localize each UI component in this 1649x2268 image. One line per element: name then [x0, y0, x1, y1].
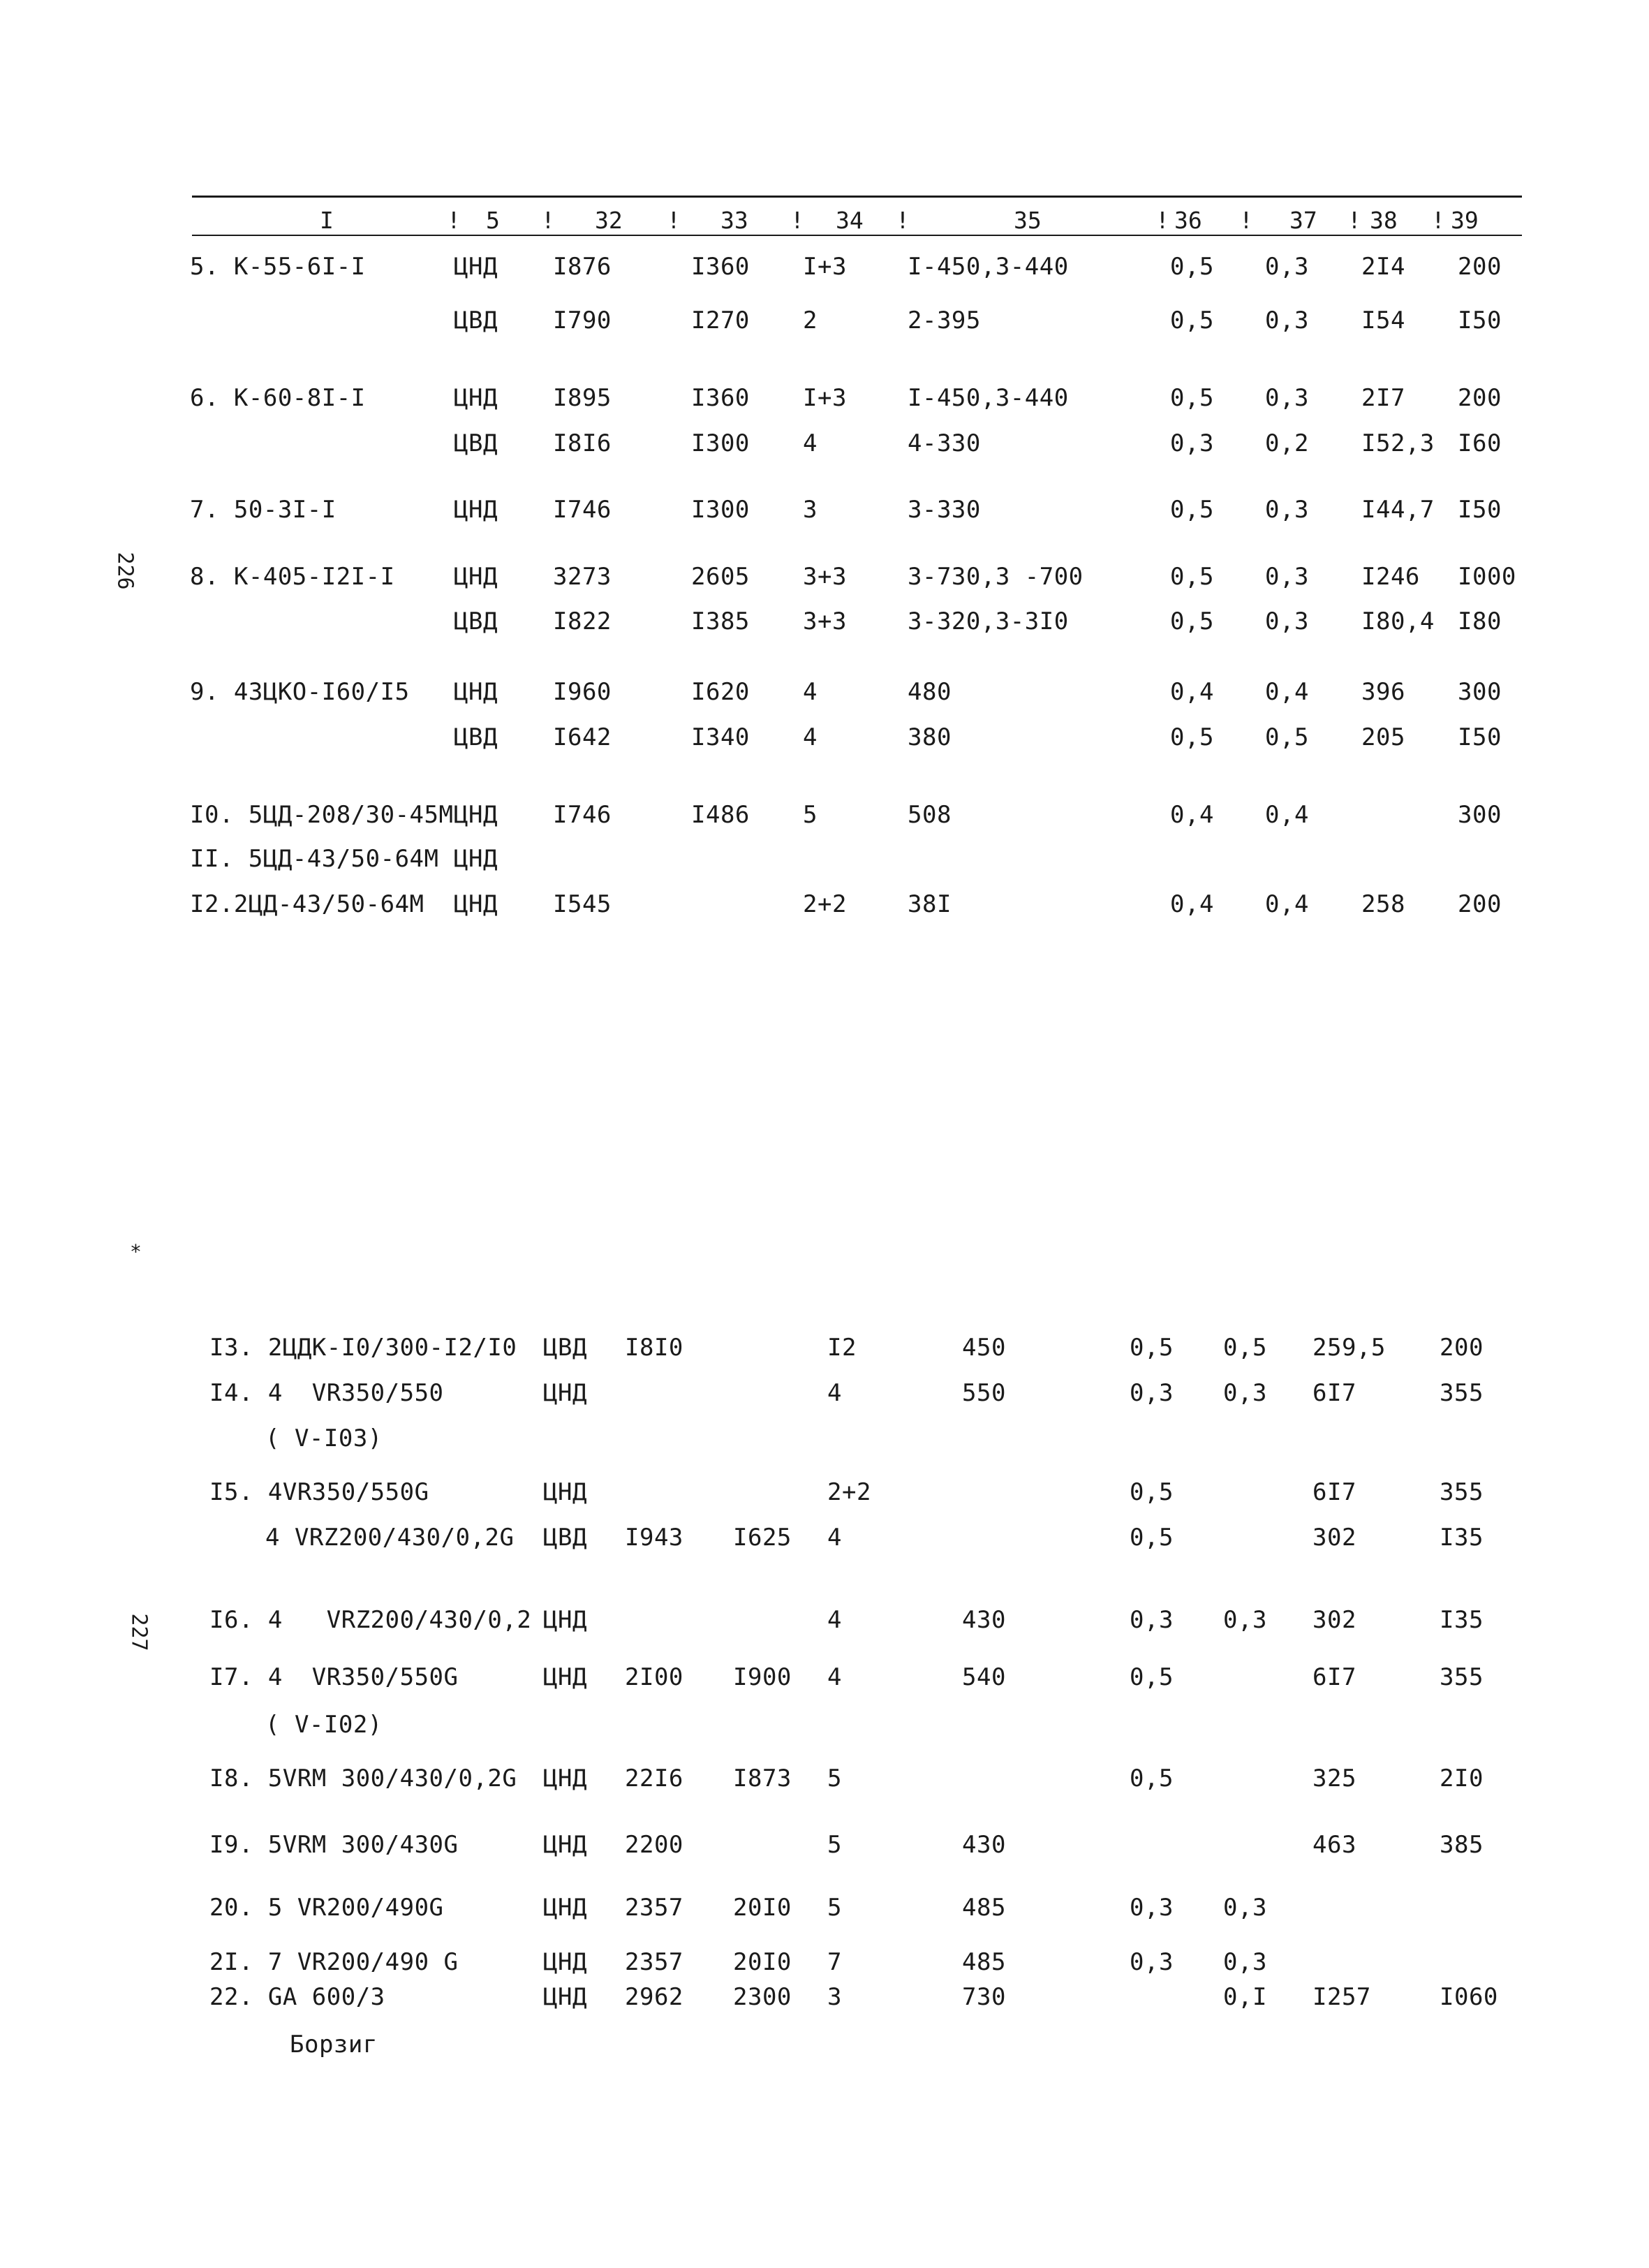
- header-col-36: 36: [1174, 207, 1202, 234]
- cell-c32: 2357: [625, 1894, 683, 1922]
- cell-c35: I-450,3-440: [908, 384, 1069, 412]
- cell-c33: I620: [691, 678, 750, 706]
- header-sep: !: [541, 207, 555, 234]
- cell-c32: 22I6: [625, 1765, 683, 1792]
- cell-c38: I54: [1361, 307, 1405, 334]
- cell-c34: 5: [827, 1831, 842, 1859]
- cell-c35: 380: [908, 723, 952, 751]
- cell-c33: I360: [691, 384, 750, 412]
- cell-c39: 355: [1440, 1379, 1484, 1407]
- cell-c35: I-450,3-440: [908, 253, 1069, 281]
- cell-c39: 200: [1458, 384, 1502, 412]
- cell-c38: 258: [1361, 890, 1405, 918]
- cell-c35: 480: [908, 678, 952, 706]
- cell-c37: 0,3: [1223, 1948, 1267, 1976]
- cell-c36: 0,5: [1130, 1334, 1174, 1362]
- cell-c33: 2300: [733, 1983, 792, 2011]
- cell-c36: 0,5: [1130, 1765, 1174, 1792]
- cell-c37: 0,5: [1265, 723, 1309, 751]
- cell-c1: 22. GA 600/3: [209, 1983, 385, 2011]
- cell-c36: 0,5: [1130, 1663, 1174, 1691]
- cell-c34: 3+3: [803, 563, 847, 591]
- cell-c33: 2605: [691, 563, 750, 591]
- cell-c38: 396: [1361, 678, 1405, 706]
- header-col-1: I: [320, 207, 334, 234]
- cell-c36: 0,4: [1170, 801, 1214, 829]
- cell-c33: I270: [691, 307, 750, 334]
- cell-c39: I35: [1440, 1606, 1484, 1634]
- cell-c34: 3+3: [803, 608, 847, 635]
- cell-c39: I35: [1440, 1524, 1484, 1552]
- cell-c39: I000: [1458, 563, 1516, 591]
- cell-c5: ЦНД: [454, 801, 498, 829]
- cell-c39: 300: [1458, 678, 1502, 706]
- header-top-rule: [192, 196, 1522, 198]
- header-col-32: 32: [595, 207, 623, 234]
- cell-c34: 2+2: [803, 890, 847, 918]
- header-sep: !: [667, 207, 681, 234]
- cell-c35: 508: [908, 801, 952, 829]
- cell-c34: 4: [803, 678, 818, 706]
- cell-c32: 3273: [553, 563, 612, 591]
- cell-c32: I943: [625, 1524, 683, 1552]
- cell-c34: 4: [827, 1379, 842, 1407]
- header-bottom-rule: [192, 235, 1522, 236]
- header-col-5: 5: [486, 207, 500, 234]
- cell-c39: 355: [1440, 1478, 1484, 1506]
- cell-c36: 0,5: [1170, 253, 1214, 281]
- cell-c1: I6. 4 VRZ200/430/0,2: [209, 1606, 532, 1634]
- cell-c1: 4 VRZ200/430/0,2G: [265, 1524, 515, 1552]
- cell-c38: I52,3: [1361, 429, 1435, 457]
- cell-c5: ЦВД: [543, 1334, 587, 1362]
- cell-c37: 0,3: [1223, 1894, 1267, 1922]
- cell-c5: ЦНД: [454, 384, 498, 412]
- header-sep: !: [896, 207, 910, 234]
- header-sep: !: [1431, 207, 1445, 234]
- cell-c36: 0,5: [1130, 1478, 1174, 1506]
- cell-c36: 0,5: [1170, 608, 1214, 635]
- cell-c32: I790: [553, 307, 612, 334]
- cell-c38: 205: [1361, 723, 1405, 751]
- cell-c1: I7. 4 VR350/550G: [209, 1663, 459, 1691]
- cell-c39: 2I0: [1440, 1765, 1484, 1792]
- cell-c35: 3-730,3 -700: [908, 563, 1084, 591]
- cell-c35: 3-330: [908, 496, 981, 524]
- header-sep: !: [447, 207, 461, 234]
- cell-c33: I486: [691, 801, 750, 829]
- cell-c32: I895: [553, 384, 612, 412]
- cell-c1: 2I. 7 VR200/490 G: [209, 1948, 459, 1976]
- cell-c39: 200: [1440, 1334, 1484, 1362]
- cell-c1: I8. 5VRM 300/430/0,2G: [209, 1765, 517, 1792]
- cell-c38: I246: [1361, 563, 1420, 591]
- cell-c5: ЦНД: [454, 253, 498, 281]
- cell-c5: ЦВД: [454, 723, 498, 751]
- cell-c36: 0,5: [1170, 496, 1214, 524]
- cell-c38: 302: [1312, 1524, 1356, 1552]
- cell-c1: ( V-I02): [265, 1711, 383, 1739]
- cell-c36: 0,5: [1170, 723, 1214, 751]
- cell-c1: 9. 43ЦКО-I60/I5: [190, 678, 410, 706]
- cell-c5: ЦНД: [543, 1606, 587, 1634]
- cell-c34: 3: [803, 496, 818, 524]
- cell-c1: 6. К-60-8I-I: [190, 384, 366, 412]
- cell-c34: 3: [827, 1983, 842, 2011]
- cell-c32: I746: [553, 801, 612, 829]
- cell-c1: 8. К-405-I2I-I: [190, 563, 395, 591]
- cell-c1: I0. 5ЦД-208/30-45М: [190, 801, 454, 829]
- cell-c5: ЦНД: [543, 1983, 587, 2011]
- cell-c33: I900: [733, 1663, 792, 1691]
- cell-c1: I2.2ЦД-43/50-64М: [190, 890, 424, 918]
- cell-c39: I50: [1458, 496, 1502, 524]
- cell-c34: I2: [827, 1334, 857, 1362]
- cell-c37: 0,3: [1265, 496, 1309, 524]
- page-number-lower: 227: [126, 1613, 151, 1651]
- cell-c38: 6I7: [1312, 1663, 1356, 1691]
- cell-c35: 730: [962, 1983, 1006, 2011]
- cell-c37: 0,4: [1265, 801, 1309, 829]
- cell-c33: 20I0: [733, 1948, 792, 1976]
- cell-c1: 5. К-55-6I-I: [190, 253, 366, 281]
- cell-c34: 4: [827, 1524, 842, 1552]
- cell-c36: 0,3: [1170, 429, 1214, 457]
- cell-c36: 0,3: [1130, 1948, 1174, 1976]
- cell-c34: I+3: [803, 253, 847, 281]
- cell-c36: 0,3: [1130, 1379, 1174, 1407]
- cell-c34: 2+2: [827, 1478, 871, 1506]
- cell-c1: Борзиг: [290, 2031, 378, 2059]
- cell-c37: 0,2: [1265, 429, 1309, 457]
- cell-c1: I5. 4VR350/550G: [209, 1478, 429, 1506]
- cell-c37: 0,I: [1223, 1983, 1267, 2011]
- cell-c34: 7: [827, 1948, 842, 1976]
- cell-c39: 300: [1458, 801, 1502, 829]
- cell-c5: ЦВД: [543, 1524, 587, 1552]
- cell-c37: 0,3: [1265, 307, 1309, 334]
- cell-c39: I80: [1458, 608, 1502, 635]
- cell-c38: 325: [1312, 1765, 1356, 1792]
- cell-c34: 5: [827, 1765, 842, 1792]
- cell-c34: 4: [827, 1663, 842, 1691]
- cell-c36: 0,3: [1130, 1606, 1174, 1634]
- cell-c37: 0,4: [1265, 890, 1309, 918]
- header-sep: !: [1239, 207, 1253, 234]
- cell-c34: 4: [803, 429, 818, 457]
- cell-c34: 5: [803, 801, 818, 829]
- stray-mark: *: [130, 1240, 142, 1263]
- cell-c39: 200: [1458, 253, 1502, 281]
- header-sep: !: [1155, 207, 1169, 234]
- cell-c36: 0,4: [1170, 890, 1214, 918]
- header-col-34: 34: [836, 207, 864, 234]
- header-col-37: 37: [1289, 207, 1317, 234]
- cell-c34: 5: [827, 1894, 842, 1922]
- cell-c32: 2357: [625, 1948, 683, 1976]
- cell-c38: I80,4: [1361, 608, 1435, 635]
- cell-c37: 0,3: [1265, 253, 1309, 281]
- header-col-35: 35: [1014, 207, 1042, 234]
- cell-c36: 0,5: [1170, 563, 1214, 591]
- cell-c37: 0,3: [1223, 1606, 1267, 1634]
- cell-c38: 2I7: [1361, 384, 1405, 412]
- cell-c32: I8I6: [553, 429, 612, 457]
- cell-c35: 485: [962, 1948, 1006, 1976]
- cell-c33: I300: [691, 496, 750, 524]
- cell-c38: I44,7: [1361, 496, 1435, 524]
- cell-c36: 0,3: [1130, 1894, 1174, 1922]
- header-col-38: 38: [1370, 207, 1398, 234]
- cell-c1: I9. 5VRM 300/430G: [209, 1831, 459, 1859]
- cell-c1: 7. 50-3I-I: [190, 496, 337, 524]
- cell-c33: I300: [691, 429, 750, 457]
- cell-c34: 2: [803, 307, 818, 334]
- cell-c37: 0,3: [1265, 384, 1309, 412]
- cell-c36: 0,5: [1170, 384, 1214, 412]
- cell-c1: II. 5ЦД-43/50-64М: [190, 845, 439, 873]
- cell-c33: I385: [691, 608, 750, 635]
- cell-c38: 6I7: [1312, 1478, 1356, 1506]
- cell-c35: 430: [962, 1831, 1006, 1859]
- cell-c5: ЦНД: [543, 1379, 587, 1407]
- cell-c5: ЦВД: [454, 608, 498, 635]
- cell-c38: 6I7: [1312, 1379, 1356, 1407]
- cell-c33: I873: [733, 1765, 792, 1792]
- cell-c33: I340: [691, 723, 750, 751]
- header-sep: !: [790, 207, 804, 234]
- cell-c5: ЦВД: [454, 429, 498, 457]
- cell-c1: I3. 2ЦДК-I0/300-I2/I0: [209, 1334, 517, 1362]
- cell-c32: I960: [553, 678, 612, 706]
- cell-c5: ЦВД: [454, 307, 498, 334]
- cell-c36: 0,5: [1170, 307, 1214, 334]
- cell-c5: ЦНД: [454, 890, 498, 918]
- header-col-39: 39: [1451, 207, 1479, 234]
- cell-c35: 540: [962, 1663, 1006, 1691]
- cell-c35: 450: [962, 1334, 1006, 1362]
- cell-c35: 2-395: [908, 307, 981, 334]
- cell-c5: ЦНД: [543, 1765, 587, 1792]
- cell-c5: ЦНД: [454, 496, 498, 524]
- cell-c38: 302: [1312, 1606, 1356, 1634]
- cell-c36: 0,4: [1170, 678, 1214, 706]
- cell-c38: 259,5: [1312, 1334, 1386, 1362]
- cell-c37: 0,3: [1265, 608, 1309, 635]
- cell-c39: 200: [1458, 890, 1502, 918]
- cell-c5: ЦНД: [454, 563, 498, 591]
- cell-c5: ЦНД: [543, 1831, 587, 1859]
- cell-c39: I060: [1440, 1983, 1498, 2011]
- header-sep: !: [1347, 207, 1361, 234]
- cell-c1: ( V-I03): [265, 1424, 383, 1452]
- cell-c35: 4-330: [908, 429, 981, 457]
- cell-c36: 0,5: [1130, 1524, 1174, 1552]
- cell-c1: 20. 5 VR200/490G: [209, 1894, 444, 1922]
- cell-c5: ЦНД: [543, 1478, 587, 1506]
- cell-c32: 2962: [625, 1983, 683, 2011]
- cell-c37: 0,5: [1223, 1334, 1267, 1362]
- cell-c32: 2200: [625, 1831, 683, 1859]
- cell-c37: 0,3: [1265, 563, 1309, 591]
- cell-c39: 385: [1440, 1831, 1484, 1859]
- header-col-33: 33: [720, 207, 748, 234]
- cell-c5: ЦНД: [454, 845, 498, 873]
- cell-c5: ЦНД: [543, 1948, 587, 1976]
- cell-c32: I822: [553, 608, 612, 635]
- cell-c32: I746: [553, 496, 612, 524]
- cell-c32: I642: [553, 723, 612, 751]
- cell-c32: I545: [553, 890, 612, 918]
- cell-c38: 463: [1312, 1831, 1356, 1859]
- page-number-upper: 226: [112, 552, 138, 590]
- cell-c39: 355: [1440, 1663, 1484, 1691]
- cell-c38: 2I4: [1361, 253, 1405, 281]
- cell-c34: 4: [803, 723, 818, 751]
- cell-c38: I257: [1312, 1983, 1371, 2011]
- cell-c5: ЦНД: [543, 1663, 587, 1691]
- cell-c34: 4: [827, 1606, 842, 1634]
- cell-c37: 0,4: [1265, 678, 1309, 706]
- cell-c33: 20I0: [733, 1894, 792, 1922]
- cell-c5: ЦНД: [543, 1894, 587, 1922]
- cell-c37: 0,3: [1223, 1379, 1267, 1407]
- cell-c32: 2I00: [625, 1663, 683, 1691]
- cell-c35: 3-320,3-3I0: [908, 608, 1069, 635]
- cell-c39: I50: [1458, 723, 1502, 751]
- cell-c35: 550: [962, 1379, 1006, 1407]
- cell-c35: 430: [962, 1606, 1006, 1634]
- cell-c39: I60: [1458, 429, 1502, 457]
- cell-c5: ЦНД: [454, 678, 498, 706]
- cell-c32: I8I0: [625, 1334, 683, 1362]
- cell-c32: I876: [553, 253, 612, 281]
- cell-c33: I360: [691, 253, 750, 281]
- cell-c35: 38I: [908, 890, 952, 918]
- cell-c39: I50: [1458, 307, 1502, 334]
- cell-c35: 485: [962, 1894, 1006, 1922]
- cell-c1: I4. 4 VR350/550: [209, 1379, 444, 1407]
- cell-c34: I+3: [803, 384, 847, 412]
- cell-c33: I625: [733, 1524, 792, 1552]
